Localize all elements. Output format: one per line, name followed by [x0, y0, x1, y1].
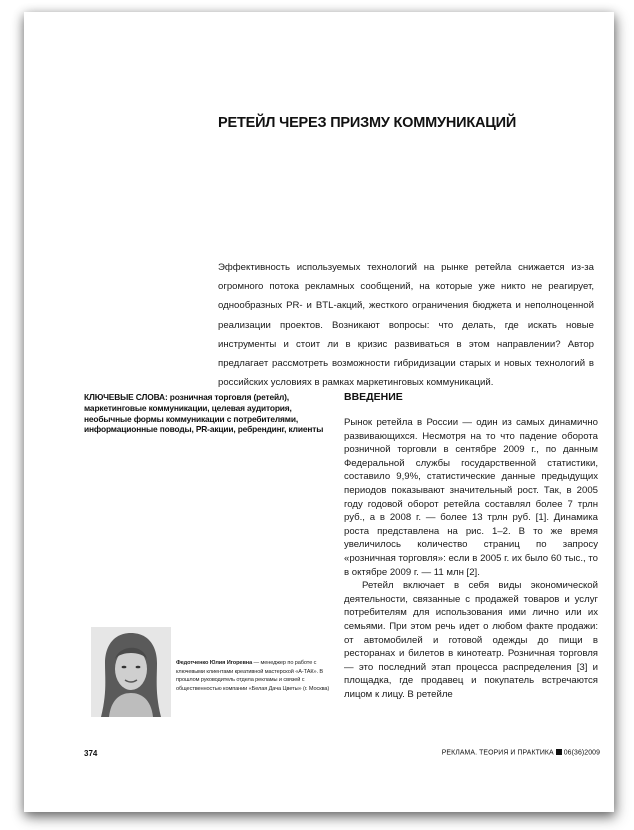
keywords-label: КЛЮЧЕВЫЕ СЛОВА: — [84, 392, 168, 402]
article-abstract: Эффективность используемых технологий на рынке ретейла снижается из-за огромного потока рекламных сообщений, на которые уже никто не реагирует, однообразных PR- и BTL-акций, жесткого ограничения бюджета и неполноценной реализации проектов. Возникают вопросы: что делать, где искать новые инструменты и стоит ли в кризис развиваться в этом направлении? Автор предлагает рассмотреть возможности гибридизации старых и новых технологий в российских условиях в рамках маркетинговых коммуникаций. — [218, 262, 594, 389]
author-portrait-image — [91, 627, 171, 717]
page-number: 374 — [84, 749, 98, 758]
body-paragraph-2: Ретейл включает в себя виды экономической деятельности, связанные с продажей товаров и услуг потребителям для использования ими лично или их семьями. При этом речь идет о любом факте продажи: от автомобилей и готовой одежды до пищи в ресторанах и билетов в кинотеатр. Розничная торговля — это последний этап процесса распределения [3] и площадка, где продавец и покупатель встречаются лицом к лицу. В ретейле — [344, 580, 598, 700]
author-photo — [91, 627, 171, 717]
author-description: — менеджер по работе с ключевыми клиентами креативной мастерской «А-ТАК». В прошлом руководитель отдела рекламы и связей с общественностью компании «Белая Дача Цветы» (г. Москва) — [176, 660, 330, 692]
square-separator-icon — [556, 749, 562, 755]
issue-number: 06(36)2009 — [563, 749, 600, 757]
body-text — [344, 416, 598, 701]
paper-page — [24, 12, 614, 812]
keywords-block — [84, 392, 336, 435]
body-paragraph-1: Рынок ретейла в России — один из самых динамично развивающихся. Несмотря на то что падение оборота розничной торговли в сентябре 2009 г., по данным Федеральной службы государственной статистики, составило 9,9%, статистические данные предыдущих периодов показывают значительный рост. Так, в 2005 году годовой оборот ретейла составлял более 7 трлн руб., а в 2008 г. — более 13 трлн руб. [1]. Динамика роста представлена на рис. 1–2. В то же время увеличилось количество страниц по запросу «розничная торговля»: если в 2005 г. их было 60 тыс., то в октябре 2009 г. — 11 млн [2]. — [344, 417, 598, 578]
author-name: Федотченко Юлия Игоревна — [176, 660, 253, 666]
keywords-text: розничная торговля (ретейл), маркетинговые коммуникации, целевая аудитория, необычные формы коммуникации с потребителями, информационные поводы, PR-акции, ребрендинг, клиенты — [84, 392, 324, 435]
journal-name: РЕКЛАМА. ТЕОРИЯ И ПРАКТИКА — [441, 749, 554, 757]
article-title: РЕТЕЙЛ ЧЕРЕЗ ПРИЗМУ КОММУНИКАЦИЙ — [218, 115, 517, 131]
running-footer — [414, 749, 600, 757]
section-heading: ВВЕДЕНИЕ — [344, 391, 403, 403]
author-note — [176, 659, 338, 693]
